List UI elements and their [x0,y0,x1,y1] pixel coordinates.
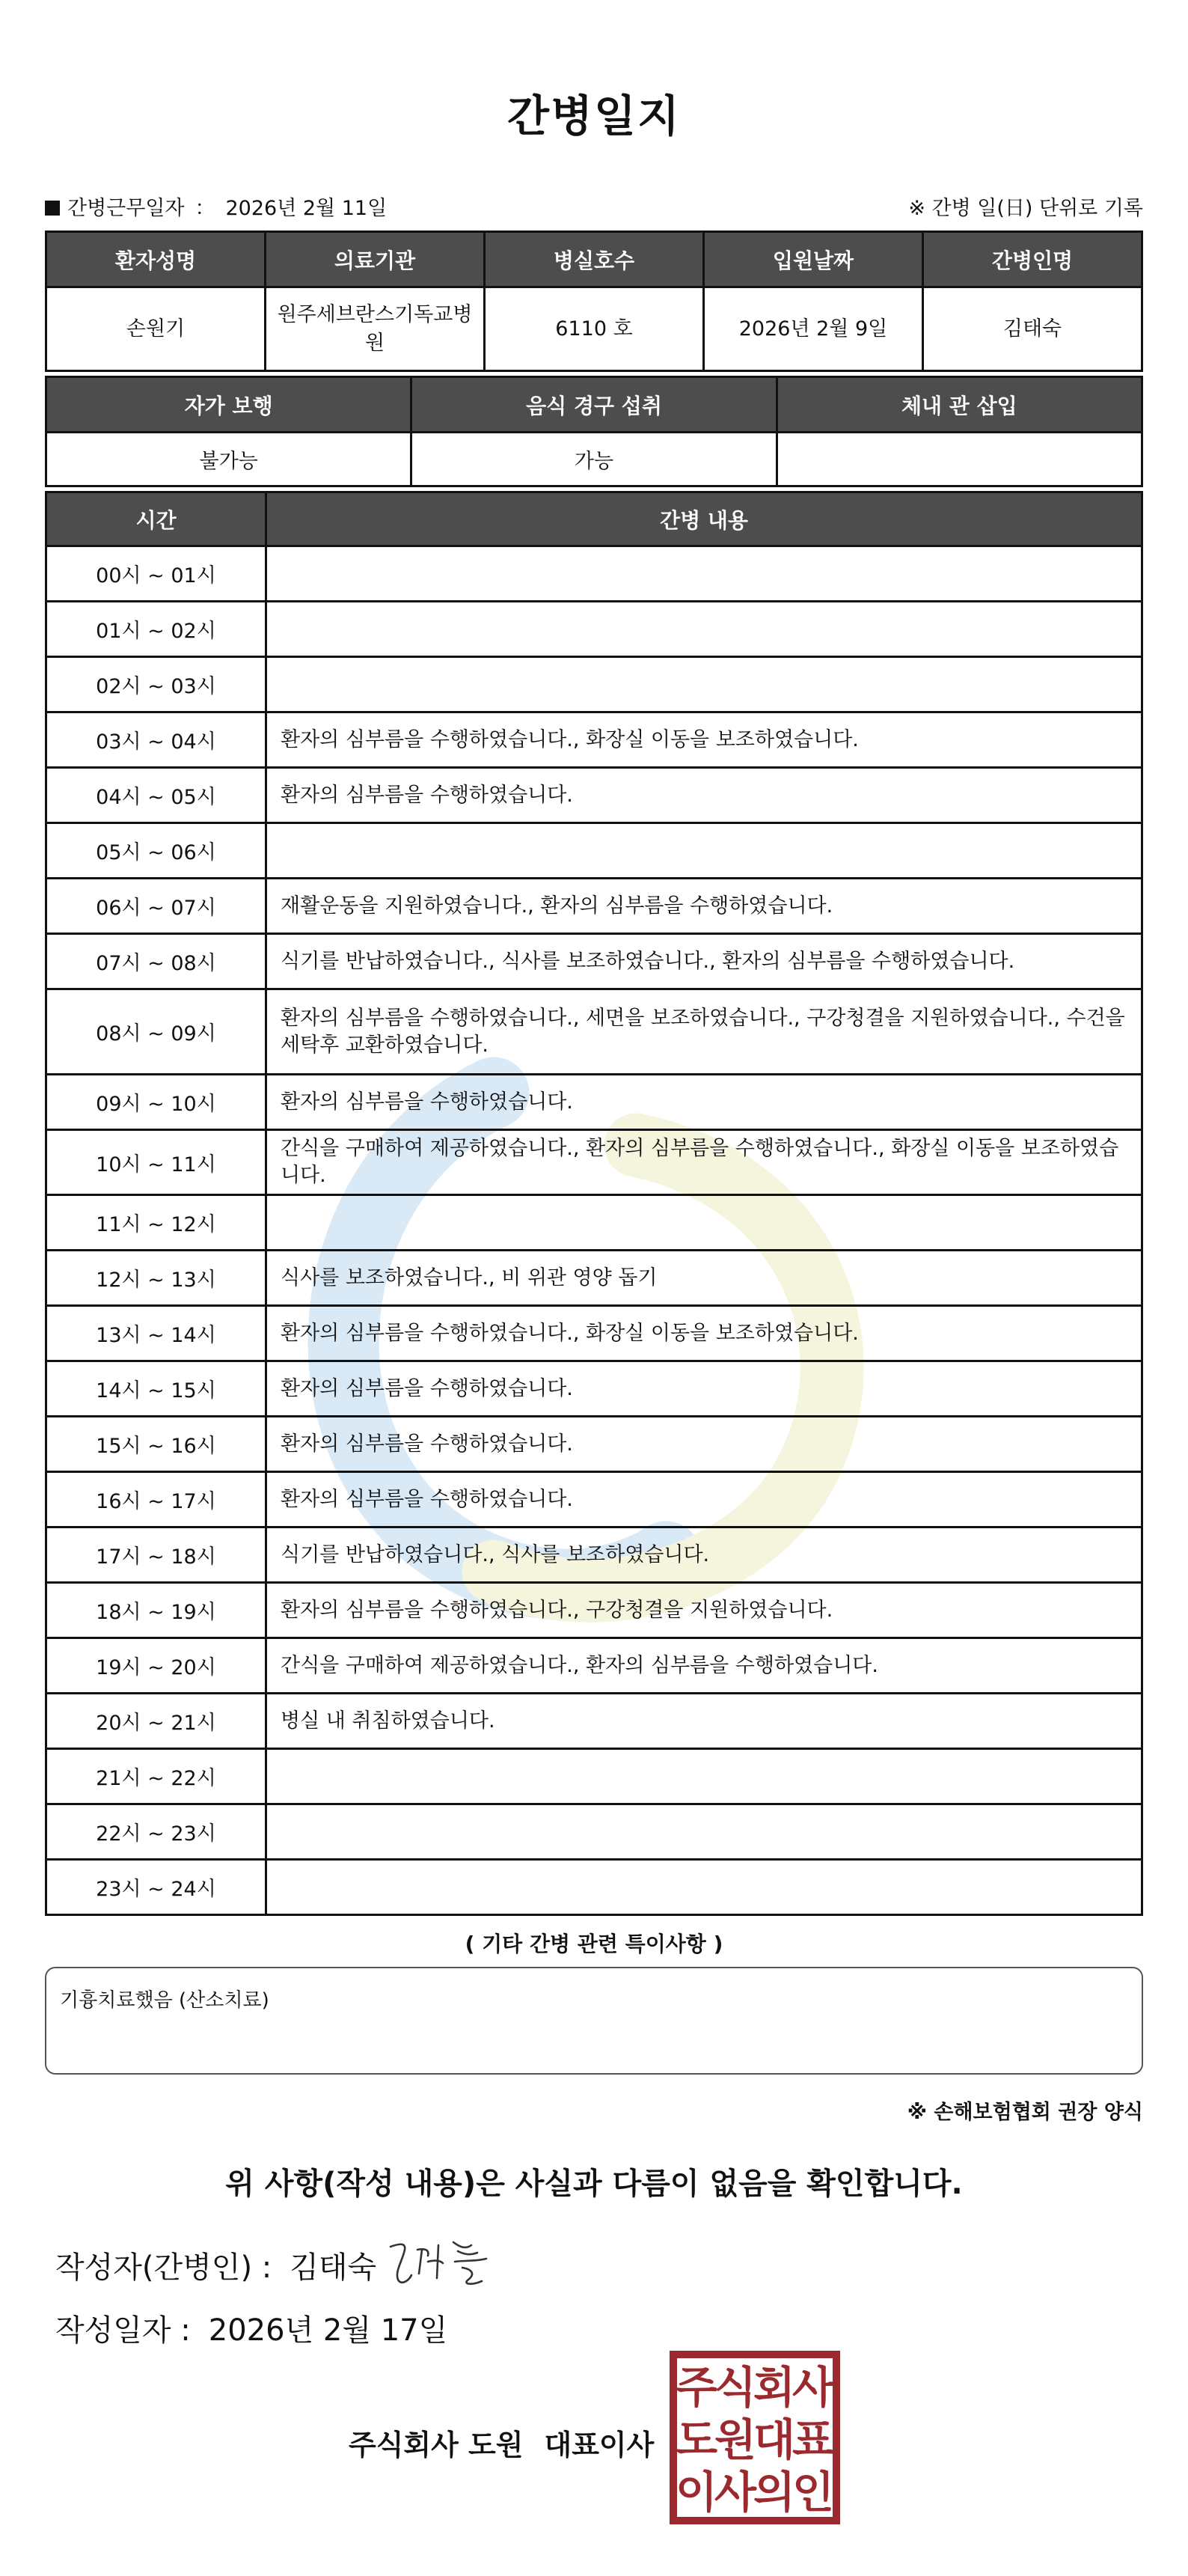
time-cell: 21시 ~ 22시 [46,1749,266,1804]
time-cell: 20시 ~ 21시 [46,1694,266,1749]
written-date-label: 작성일자 : [55,2313,191,2348]
work-date-label: 간병근무일자 [67,197,185,220]
table-row [46,712,1142,768]
content-cell: 환자의 심부름을 수행하였습니다. [266,1075,1142,1130]
time-cell: 11시 ~ 12시 [46,1195,266,1251]
content-cell [266,1749,1142,1804]
patient-info-value-row [46,287,1142,371]
table-row [46,1075,1142,1130]
time-cell: 14시 ~ 15시 [46,1361,266,1417]
time-cell: 12시 ~ 13시 [46,1251,266,1306]
svg-text:인: 인 [792,2467,835,2518]
self-walking-value: 불가능 [46,433,411,486]
time-cell: 16시 ~ 17시 [46,1472,266,1527]
content-cell [266,1860,1142,1915]
content-cell: 간식을 구매하여 제공하였습니다., 환자의 심부름을 수행하였습니다. [266,1638,1142,1694]
table-row [46,1195,1142,1251]
content-cell: 환자의 심부름을 수행하였습니다. [266,768,1142,823]
header-patient-name: 환자성명 [46,232,266,287]
svg-text:의: 의 [753,2467,796,2518]
header-care-content: 간병 내용 [266,492,1142,546]
content-cell: 환자의 심부름을 수행하였습니다. [266,1361,1142,1417]
table-row [46,546,1142,602]
time-cell: 06시 ~ 07시 [46,879,266,934]
table-row [46,1804,1142,1860]
time-cell: 10시 ~ 11시 [46,1130,266,1195]
company-line [349,2422,654,2463]
table-row [46,934,1142,989]
svg-text:사: 사 [714,2467,757,2518]
bullet-square-icon [45,201,60,216]
content-cell [266,1195,1142,1251]
table-row [46,1860,1142,1915]
time-cell: 18시 ~ 19시 [46,1583,266,1638]
svg-text:표: 표 [792,2414,835,2465]
header-oral-intake: 음식 경구 섭취 [411,377,777,433]
hospital-name: 원주세브란스기독교병원 [266,287,485,371]
table-row [46,657,1142,712]
time-cell: 15시 ~ 16시 [46,1417,266,1472]
time-cell: 23시 ~ 24시 [46,1860,266,1915]
special-notes-title: ( 기타 간병 관련 특이사항 ) [465,1932,723,1956]
written-date-line [55,2307,447,2349]
time-cell: 04시 ~ 05시 [46,768,266,823]
log-body [46,546,1142,1915]
time-cell: 01시 ~ 02시 [46,602,266,657]
content-cell: 환자의 심부름을 수행하였습니다., 화장실 이동을 보조하였습니다. [266,712,1142,768]
svg-text:도: 도 [675,2414,718,2465]
header-hospital: 의료기관 [266,232,485,287]
content-cell: 환자의 심부름을 수행하였습니다. [266,1417,1142,1472]
table-row [46,989,1142,1075]
ceo-label: 대표이사 [544,2429,655,2461]
writer-label: 작성자(간병인) : [55,2250,272,2285]
content-cell: 병실 내 취침하였습니다. [266,1694,1142,1749]
content-cell [266,657,1142,712]
header-room: 병실호수 [485,232,704,287]
status-value-row [46,433,1142,486]
work-date-value: 2026년 2월 11일 [225,197,388,220]
tube-insertion-value [777,433,1142,486]
content-cell [266,823,1142,879]
writer-name: 김태숙 [290,2250,377,2285]
written-date-value: 2026년 2월 17일 [208,2313,448,2348]
caregiver-name: 김태숙 [923,287,1142,371]
table-row [46,879,1142,934]
content-cell [266,546,1142,602]
time-cell: 00시 ~ 01시 [46,546,266,602]
recommended-form-note: ※ 손해보험협회 권장 양식 [907,2101,1143,2124]
svg-text:회: 회 [753,2362,796,2413]
time-cell: 08시 ~ 09시 [46,989,266,1075]
patient-info-header-row [46,232,1142,287]
header-self-walking: 자가 보행 [46,377,411,433]
content-cell: 식기를 반납하였습니다., 식사를 보조하였습니다., 환자의 심부름을 수행하였습니다. [266,934,1142,989]
table-row [46,1361,1142,1417]
table-row [46,1472,1142,1527]
special-notes-box: 기흉치료했음 (산소치료) [45,1967,1143,2075]
work-date-row: 간병근무일자 ： 2026년 2월 11일 ※ 간병 일(日) 단위로 기록 [45,192,1143,222]
table-row [46,602,1142,657]
table-row [46,1638,1142,1694]
time-cell: 09시 ~ 10시 [46,1075,266,1130]
company-seal [669,2350,841,2525]
content-cell: 식기를 반납하였습니다., 식사를 보조하였습니다. [266,1527,1142,1583]
header-time: 시간 [46,492,266,546]
patient-info-table [45,231,1143,372]
time-cell: 22시 ~ 23시 [46,1804,266,1860]
table-row [46,1694,1142,1749]
svg-text:주: 주 [675,2362,718,2413]
table-row [46,1417,1142,1472]
log-header-row [46,492,1142,546]
patient-status-table [45,376,1143,487]
content-cell [266,602,1142,657]
time-cell: 03시 ~ 04시 [46,712,266,768]
content-cell: 간식을 구매하여 제공하였습니다., 환자의 심부름을 수행하였습니다., 화장실 이동을 보조하였습니다. [266,1130,1142,1195]
content-cell: 환자의 심부름을 수행하였습니다. [266,1472,1142,1527]
table-row [46,1251,1142,1306]
content-cell: 환자의 심부름을 수행하였습니다., 세면을 보조하였습니다., 구강청결을 지원하였습니다., 수건을 세탁후 교환하였습니다. [266,989,1142,1075]
table-row [46,1583,1142,1638]
admission-date: 2026년 2월 9일 [704,287,923,371]
svg-text:원: 원 [714,2414,757,2465]
writer-line [55,2244,376,2286]
svg-text:사: 사 [792,2362,835,2413]
content-cell: 식사를 보조하였습니다., 비 위관 영양 돕기 [266,1251,1142,1306]
patient-name: 손원기 [46,287,266,371]
time-cell: 17시 ~ 18시 [46,1527,266,1583]
time-cell: 19시 ~ 20시 [46,1638,266,1694]
content-cell: 재활운동을 지원하였습니다., 환자의 심부름을 수행하였습니다. [266,879,1142,934]
oral-intake-value: 가능 [411,433,777,486]
unit-note: ※ 간병 일(日) 단위로 기록 [908,197,1143,220]
header-tube-insertion: 체내 관 삽입 [777,377,1142,433]
table-row [46,823,1142,879]
table-row [46,768,1142,823]
hourly-care-log-table [45,491,1143,1916]
room-number: 6110 호 [485,287,704,371]
table-row [46,1749,1142,1804]
svg-text:대: 대 [753,2414,796,2465]
svg-text:식: 식 [714,2362,757,2413]
header-caregiver: 간병인명 [923,232,1142,287]
company-name: 주식회사 도원 [349,2429,524,2461]
table-row [46,1306,1142,1361]
time-cell: 05시 ~ 06시 [46,823,266,879]
time-cell: 07시 ~ 08시 [46,934,266,989]
content-cell: 환자의 심부름을 수행하였습니다., 구강청결을 지원하였습니다. [266,1583,1142,1638]
table-row [46,1527,1142,1583]
table-row [46,1130,1142,1195]
header-admission-date: 입원날짜 [704,232,923,287]
svg-text:이: 이 [675,2467,718,2518]
time-cell: 02시 ~ 03시 [46,657,266,712]
content-cell [266,1804,1142,1860]
confirmation-statement: 위 사항(작성 내용)은 사실과 다름이 없음을 확인합니다. [225,2167,963,2201]
document-title: 간병일지 [506,91,682,141]
time-cell: 13시 ~ 14시 [46,1306,266,1361]
content-cell: 환자의 심부름을 수행하였습니다., 화장실 이동을 보조하였습니다. [266,1306,1142,1361]
handwritten-signature [382,2220,501,2295]
status-header-row [46,377,1142,433]
